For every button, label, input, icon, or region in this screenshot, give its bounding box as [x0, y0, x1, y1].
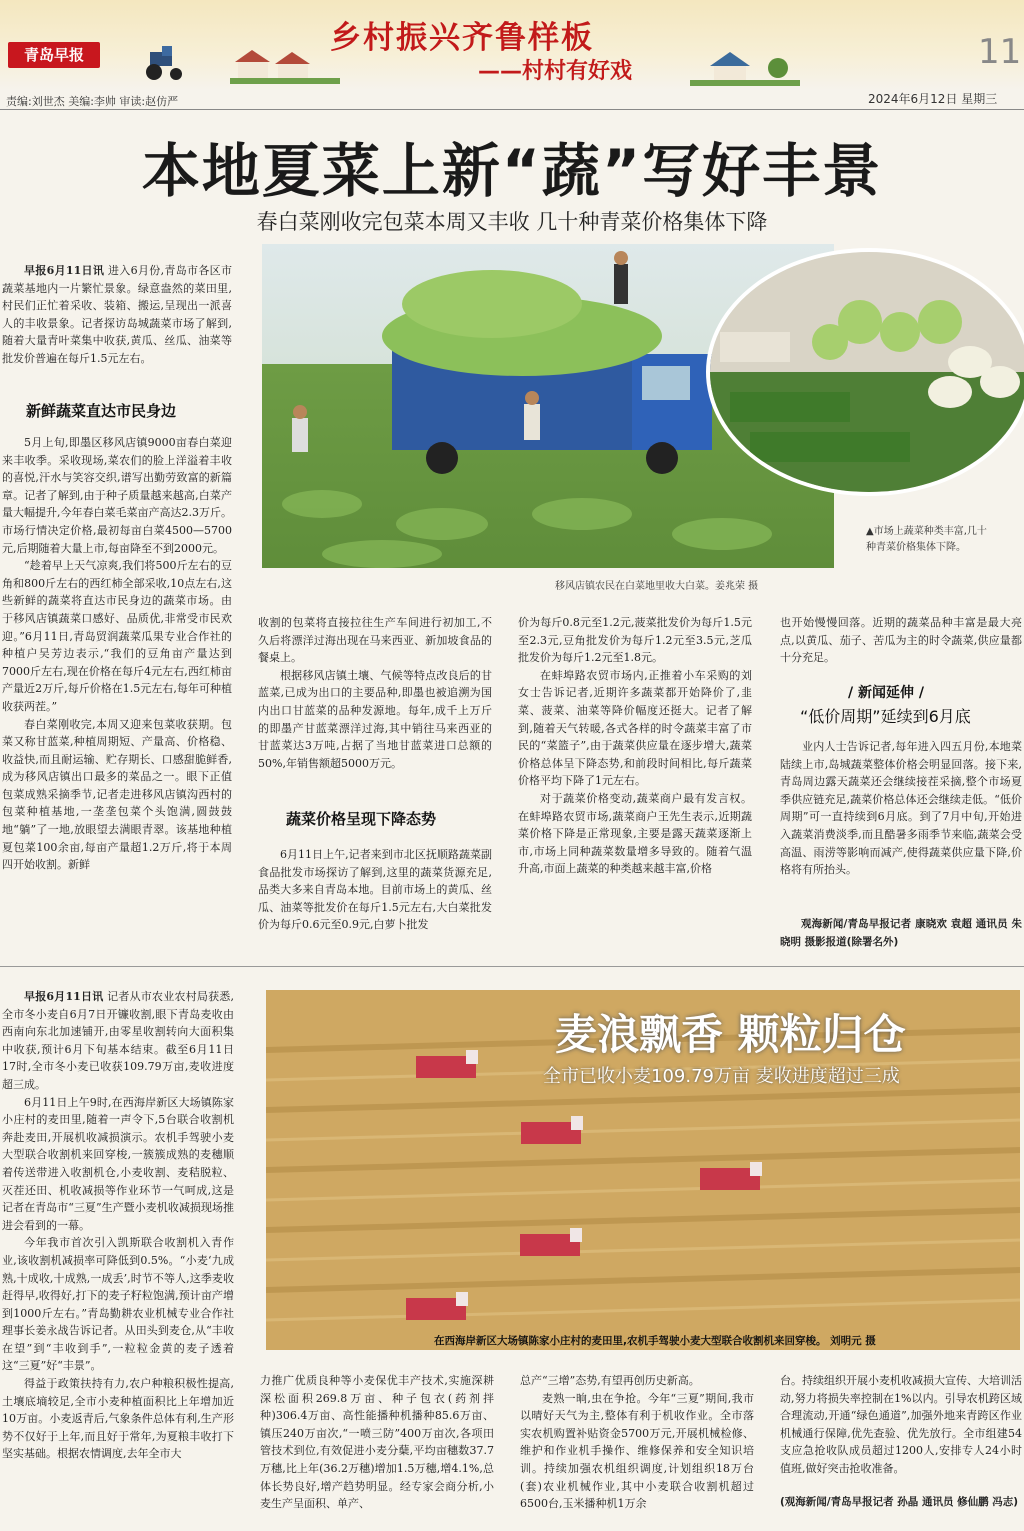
story2-column4	[780, 1372, 1022, 1490]
story2-byline: (观海新闻/青岛早报记者 孙晶 通讯员 修仙鹏 冯志)	[780, 1496, 1019, 1508]
story1-subhead: 春白菜刚收完包菜本周又丰收 几十种青菜价格集体下降	[256, 210, 768, 234]
paragraph: 6月11日上午9时,在西海岸新区大场镇陈家小庄村的麦田里,随着一声令下,5台联合收割机奔赴麦田,开展机收减损演示。农机手驾驶小麦大型联合收割机来回穿梭,一簇簇成熟的麦穗顺着传送带进入收割机仓,小麦收割、麦秸脱粒、灭茬还田、机收减损等作业环节一气呵成,这是记者在青岛市“三夏”生产暨小麦机收减损现场推进会看到的一幕。	[2, 1095, 234, 1232]
photo2-caption: 在西海岸新区大场镇陈家小庄村的麦田里,农机手驾驶小麦大型联合收割机来回穿梭。 刘明元 摄	[434, 1335, 876, 1347]
photo1-caption: 移风店镇农民在白菜地里收大白菜。姜兆荣 摄	[555, 581, 759, 592]
newspaper-logo: 青岛早报	[8, 42, 100, 68]
paragraph: 对于蔬菜价格变动,蔬菜商户最有发言权。在蚌埠路农贸市场,蔬菜商户王先生表示,近期蔬菜价格下降是正常现象,主要是露天蔬菜逐渐上市,市场上同种蔬菜数量增多导致的。随着气温升高,市面上蔬菜的种类越来越丰富,价格	[518, 791, 752, 876]
banner-title: 乡村振兴齐鲁样板	[330, 20, 594, 56]
news-extension-label: / 新闻延伸 /	[848, 685, 924, 701]
story1-headline: 本地夏菜上新“蔬”写好丰景	[141, 137, 883, 205]
story1-column2b	[258, 846, 492, 950]
paragraph: 今年我市首次引入凯斯联合收割机入青作业,该收割机减损率可降低到0.5%。“小麦‘九成熟,十成收,十成熟,一成丢’,时节不等人,这季麦收赶得早,收得好,打下的麦子籽粒饱满,预计亩产增到1000斤左右。”青岛勤耕农业机械专业合作社理事长姜永战告诉记者。从田头到麦仓,从“丰收在望”到“丰收到手”,一粒粒金黄的麦子透着这“三夏”好“丰景”。	[2, 1236, 234, 1373]
story1-column2	[258, 614, 492, 786]
photo2-title: 麦浪飘香 颗粒归仓	[555, 1010, 906, 1059]
paragraph: 业内人士告诉记者,每年进入四五月份,本地菜陆续上市,岛城蔬菜整体价格会明显回落。接下来,青岛周边露天蔬菜还会继续接茬采摘,整个市场夏季供应链充足,蔬菜价格总体还会继续走低。“低价周期”可一直持续到6月底。到了7月中旬,开始进入蔬菜消费淡季,而且酷暑多雨季节来临,蔬菜会受高温、雨涝等影响而减产,使得蔬菜供应量下降,价格将有所抬头。	[780, 740, 1022, 877]
section-heading-price-drop: 蔬菜价格呈现下降态势	[286, 810, 437, 828]
editor-credits: 责编:刘世杰 美编:李帅 审读:赵仿严	[6, 95, 179, 108]
circle-photo-caption: ▲市场上蔬菜种类丰富,几十种青菜价格集体下降。	[866, 526, 987, 553]
paragraph: 根据移风店镇土壤、气候等特点改良后的甘蓝菜,已成为出口的主要品种,即墨也被追溯为国内出口甘蓝菜的品种发源地。每年,成千上万斤的即墨产甘蓝菜漂洋过海,其中销往马来西亚的甘蓝菜达3万吨,占据了当地甘蓝菜进口总额的50%,年销售额超5000万元。	[258, 668, 492, 770]
news-extension-body	[780, 738, 1022, 914]
story1-column1	[2, 434, 232, 949]
paragraph: 力推广优质良种等小麦保优丰产技术,实施深耕深松面积269.8万亩、种子包衣(药剂拌种)306.4万亩、高性能播种机播种85.6万亩、镇压240万亩次,“一喷三防”400万亩次,各项田管技术到位,有效促进小麦分蘖,平均亩穗数37.7万穗,比上年(36.2万穗)增加1.5万穗,增4.1%,总体长势良好,增产趋势明显。经专家会商分析,小麦生产呈面积、单产、	[260, 1374, 494, 1511]
dateline: 早报6月11日讯	[24, 264, 105, 277]
tractor-icon	[140, 46, 190, 82]
paragraph: 得益于政策扶持有力,农户种粮积极性提高,土壤底墒较足,全市小麦种植面积比上年增加近10万亩。小麦返青后,气象条件总体有利,生产形势不仅好于上年,而且好于常年,为夏粮丰收打下坚实基础。根据农情调度,去年全市大	[2, 1377, 234, 1461]
dateline: 早报6月11日讯	[24, 990, 104, 1003]
vegetable-market-photo	[706, 248, 1024, 496]
story2-column3	[520, 1372, 754, 1528]
paragraph: 春白菜刚收完,本周又迎来包菜收获期。包菜又称甘蓝菜,种植周期短、产量高、价格稳、收益快,而且耐运输、贮存期长、口感甜脆鲜香,成为移风店镇出口最多的菜品之一。眼下正值包菜成熟采摘季节,记者走进移风店镇沟西村的包菜种植基地,一垄垄包菜个头饱满,圆鼓鼓地“躺”了一地,放眼望去满眼青翠。该基地种植夏包菜100余亩,每亩产量超1.2万斤,将于本周四开始收割。新鲜	[2, 717, 232, 872]
story-separator	[0, 966, 1024, 967]
story1-column4	[780, 614, 1022, 668]
paragraph: 5月上旬,即墨区移风店镇9000亩春白菜迎来丰收季。采收现场,菜农们的脸上洋溢着丰收的喜悦,汗水与笑容交织,谱写出勤劳致富的新篇章。记者了解到,由于种子质量越来越高,白菜产量大幅提升,今年春白菜毛菜亩产高达2.3万斤。市场行情决定价格,最初每亩白菜4500—5700元,后期随着大量上市,每亩降至不到2000元。	[2, 436, 232, 555]
paragraph: 总产“三增”态势,有望再创历史新高。	[520, 1374, 700, 1387]
paragraph: 麦熟一晌,虫在争抢。今年“三夏”期间,我市以晴好天气为主,整体有利于机收作业。全市落实农机购置补贴资金5700万元,开展机械检修、维护和作业机手操作、维修保养和安全知识培训。持续加强农机组织调度,计划组织18万台(套)农业机械作业,其中小麦联合收割机超过6500台,玉米播种机1万余	[520, 1391, 754, 1511]
paragraph: 收割的包菜将直接拉往生产车间进行初加工,不久后将漂洋过海出现在马来西亚、新加坡食品的餐桌上。	[258, 616, 492, 665]
story1-column3	[518, 614, 752, 950]
header-rule	[0, 109, 1024, 110]
news-extension-title: “低价周期”延续到6月底	[800, 707, 971, 726]
banner-subtitle: ——村村有好戏	[478, 59, 633, 84]
paragraph: 记者从市农业农村局获悉,全市冬小麦自6月7日开镰收割,眼下青岛麦收由西南向东北加速铺开,由零星收割转向大面积集中收获,预计6月下旬基本结束。截至6月11日17时,全市冬小麦已收获109.79万亩,麦收进度超三成。	[2, 990, 234, 1091]
story1-byline: 观海新闻/青岛早报记者 康晓欢 袁超 通讯员 朱晓明 摄影报道(除署名外)	[780, 918, 1022, 948]
lead-text: 进入6月份,青岛市各区市蔬菜基地内一片繁忙景象。绿意盎然的菜田里,村民们正忙着采收、装箱、搬运,呈现出一派喜人的丰收景象。记者探访岛城蔬菜市场了解到,随着大量青叶菜集中收获,黄瓜、丝瓜、油菜等批发价普遍在每斤1.5元左右。	[2, 264, 232, 365]
paragraph: 台。持续组织开展小麦机收减损大宣传、大培训活动,努力将损失率控制在1%以内。引导农机跨区域合理流动,开通“绿色通道”,加强外地来青跨区作业机械通行保障,优先查验、优先放行。全市组建54支应急抢收队成员超过1200人,安排专人24小时值班,做好突击抢收准备。	[780, 1374, 1022, 1475]
paragraph: 价为每斤0.8元至1.2元,菠菜批发价为每斤1.5元至2.3元,豆角批发价为每斤1.2元至3.5元,芝瓜批发价为每斤1.2元至1.8元。	[518, 616, 752, 665]
paragraph: “趁着早上天气凉爽,我们将500斤左右的豆角和800斤左右的西红柿全部采收,10点左右,这些新鲜的蔬菜将直达市民身边的蔬菜市场。由于移风店镇蔬菜口感好、品质优,非常受市民欢迎。”6月11日,青岛贸润蔬菜瓜果专业合作社的种植户吴芳边表示,“我们的豆角亩产量达到7000斤左右,现在价格在每斤4元左右,西红柿亩产量近2万斤,每斤价格在1.5元左右,每年可种植收获两茬。”	[2, 559, 232, 713]
village-houses-icon	[230, 48, 340, 84]
paragraph: 在蚌埠路农贸市场内,正推着小车采购的刘女士告诉记者,近期许多蔬菜都开始降价了,韭菜、菠菜、油菜等降价幅度还挺大。记者了解到,随着天气转暖,各式各样的时令蔬菜丰富了市民的“菜篮子”,由于蔬菜供应量在逐步增大,蔬菜价格总体呈下降态势,和前段时间相比,每斤蔬菜价格平均下降了1元左右。	[518, 668, 752, 788]
page-number: 11	[978, 32, 1022, 72]
story2-column2	[260, 1372, 494, 1528]
story2-column1	[2, 988, 234, 1528]
paragraph: 也开始慢慢回落。近期的蔬菜品种丰富是最大亮点,以黄瓜、茄子、苦瓜为主的时令蔬菜,供应量都十分充足。	[780, 616, 1022, 665]
photo2-subtitle: 全市已收小麦109.79万亩 麦收进度超过三成	[543, 1066, 900, 1087]
paragraph: 6月11日上午,记者来到市北区抚顺路蔬菜副食品批发市场探访了解到,这里的蔬菜货源充足,品类大多来自青岛本地。目前市场上的黄瓜、丝瓜、油菜等批发价在每斤1.5元左右,大白菜批发价为每斤0.6元至0.9元,白萝卜批发	[258, 848, 492, 932]
issue-date: 2024年6月12日 星期三	[868, 92, 998, 106]
farmhouse-icon	[690, 50, 800, 86]
story1-lead	[2, 262, 232, 366]
section-heading-fresh-veg: 新鲜蔬菜直达市民身边	[26, 402, 177, 420]
